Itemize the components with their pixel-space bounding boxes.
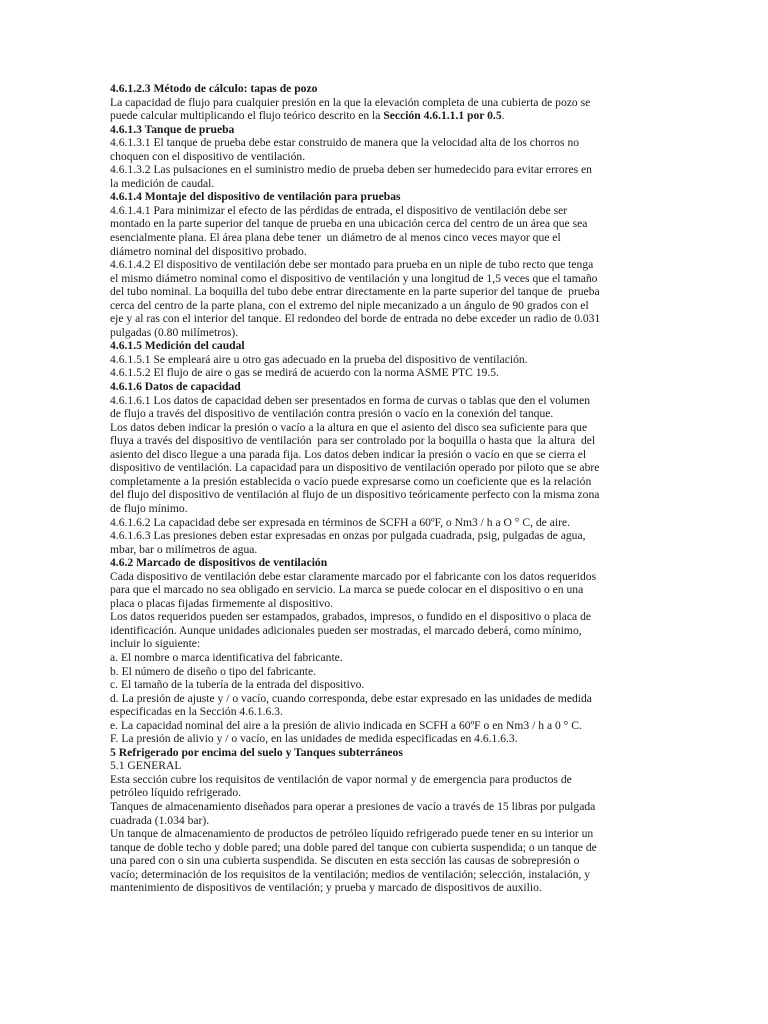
text-line: el mismo diámetro nominal como el dispositivo de ventilación y una longitud de 1,5 veces que el tamaño [110,271,598,285]
text-line [110,109,650,123]
text-line: cerca del centro de la parte plana, con el extremo del niple mecanizado a un ángulo de 90 grados con el [110,298,589,312]
text-line: esencialmente plana. El área plana debe tener un diámetro de al menos cinco veces mayor que el [110,231,561,245]
text-line: de flujo a través del dispositivo de ventilación contra presión o vacío en la conexión del tanque. [110,407,554,421]
section-heading: 5 Refrigerado por encima del suelo y Tanques subterráneos [110,745,403,759]
text-line: 4.6.1.4.1 Para minimizar el efecto de las pérdidas de entrada, el dispositivo de ventilación debe ser [110,203,568,217]
text-line: choquen con el dispositivo de ventilación. [110,149,306,163]
text-line: identificación. Aunque unidades adicionales pueden ser mostradas, el marcado deberá, como mínimo, [110,623,582,637]
text-line: mbar, bar o milímetros de agua. [110,542,258,556]
text-line: 4.6.1.6.2 La capacidad debe ser expresada en términos de SCFH a 60ºF, o Nm3 / h a O ° C, de aire. [110,515,570,529]
text-line: Cada dispositivo de ventilación debe estar claramente marcado por el fabricante con los datos requeridos [110,569,597,583]
text-line: mantenimiento de dispositivos de ventilación; y prueba y marcado de dispositivos de auxilio. [110,881,542,895]
text-line: una pared con o sin una cubierta suspendida. Se discuten en esta sección las causas de sobrepresión o [110,854,580,868]
section-heading: 4.6.1.3 Tanque de prueba [110,122,235,136]
text-line: la medición de caudal. [110,176,215,190]
text-line: pulgadas (0.80 milímetros). [110,325,239,339]
text-line: 4.6.1.3.1 El tanque de prueba debe estar construido de manera que la velocidad alta de los chorros no [110,136,580,150]
text-line: 4.6.1.4.2 El dispositivo de ventilación debe ser montado para prueba en un niple de tubo recto que tenga [110,258,594,272]
text-line: montado en la parte superior del tanque de prueba en una ubicación cerca del centro de un área que sea [110,217,588,231]
text-line: fluya a través del dispositivo de ventilación para ser controlado por la boquilla o hasta que la altura del [110,434,596,448]
text-line: diámetro nominal del dispositivo probado. [110,244,307,258]
text-line: La capacidad de flujo para cualquier presión en la que la elevación completa de una cubierta de pozo se [110,95,591,109]
text-line: completamente a la presión establecida o vacío puede expresarse como un coeficiente que es la relación [110,474,592,488]
text-line: para que el marcado no sea obligado en servicio. La marca se puede colocar en el dispositivo o en una [110,583,584,597]
bold-reference: Sección 4.6.1.1.1 por 0.5 [383,109,502,123]
text-line: Un tanque de almacenamiento de productos de petróleo líquido refrigerado puede tener en su interior un [110,827,594,841]
text-line: Los datos deben indicar la presión o vacío a la altura en que el asiento del disco sea suficiente para que [110,420,588,434]
section-heading: 4.6.2 Marcado de dispositivos de ventilación [110,556,328,570]
document-page [110,82,650,895]
text-line: petróleo líquido refrigerado. [110,786,242,800]
text-line: d. La presión de ajuste y / o vacío, cuando corresponda, debe estar expresado en las unidades de medida [110,691,592,705]
text-line: e. La capacidad nominal del aire a la presión de alivio indicada en SCFH a 60ºF o en Nm3 / h a 0 ° C. [110,718,582,732]
section-heading: 4.6.1.4 Montaje del dispositivo de ventilación para pruebas [110,190,401,204]
text-segment: . [501,109,505,123]
text-line: b. El número de diseño o tipo del fabricante. [110,664,317,678]
text-line: c. El tamaño de la tubería de la entrada del dispositivo. [110,678,365,692]
text-segment: puede calcular multiplicando el flujo teórico descrito en la [110,109,384,123]
text-line: incluir lo siguiente: [110,637,201,651]
text-line: tanque de doble techo y doble pared; una doble pared del tanque con cubierta suspendida; o un tanque de [110,840,597,854]
text-line: 4.6.1.5.1 Se empleará aire u otro gas adecuado en la prueba del dispositivo de ventilación. [110,352,528,366]
text-line: a. El nombre o marca identificativa del fabricante. [110,650,343,664]
text-line: cuadrada (1.034 bar). [110,813,210,827]
text-line: Esta sección cubre los requisitos de ventilación de vapor normal y de emergencia para productos de [110,772,572,786]
text-line: 4.6.1.6.3 Las presiones deben estar expresadas en onzas por pulgada cuadrada, psig, pulgadas de agua, [110,529,586,543]
text-line: placa o placas fijadas firmemente al dispositivo. [110,596,334,610]
text-line: eje y al ras con el interior del tanque. El redondeo del borde de entrada no debe exceder un radio de 0.031 [110,312,601,326]
text-line: vacío; determinación de los requisitos de la ventilación; medios de ventilación; selección, instalación, y [110,867,591,881]
text-line: F. La presión de alivio y / o vacío, en las unidades de medida especificadas en 4.6.1.6.3. [110,732,518,746]
text-line: de flujo mínimo. [110,501,188,515]
text-line: 4.6.1.5.2 El flujo de aire o gas se medirá de acuerdo con la norma ASME PTC 19.5. [110,366,499,380]
text-line: 4.6.1.3.2 Las pulsaciones en el suministro medio de prueba deben ser humedecido para evitar errores en [110,163,592,177]
text-line: asiento del disco llegue a una parada fija. Los datos deben indicar la presión o vacío en que se cierra el [110,447,587,461]
text-line: del flujo del dispositivo de ventilación al flujo de un dispositivo teóricamente perfecto con la misma zona [110,488,600,502]
text-line: especificadas en la Sección 4.6.1.6.3. [110,705,283,719]
text-line: 5.1 GENERAL [110,759,182,773]
text-line: del tubo nominal. La boquilla del tubo debe entrar directamente en la parte superior del tanque de prueba [110,285,600,299]
section-heading: 4.6.1.6 Datos de capacidad [110,380,241,394]
text-line: 4.6.1.6.1 Los datos de capacidad deben ser presentados en forma de curvas o tablas que den el volumen [110,393,591,407]
section-heading: 4.6.1.5 Medición del caudal [110,339,245,353]
text-line: dispositivo de ventilación. La capacidad para un dispositivo de ventilación operado por piloto que se abre [110,461,600,475]
section-heading: 4.6.1.2.3 Método de cálculo: tapas de pozo [110,82,318,95]
text-line: Los datos requeridos pueden ser estampados, grabados, impresos, o fundido en el dispositivo o placa de [110,610,592,624]
text-line: Tanques de almacenamiento diseñados para operar a presiones de vacío a través de 15 libras por pulgada [110,799,596,813]
